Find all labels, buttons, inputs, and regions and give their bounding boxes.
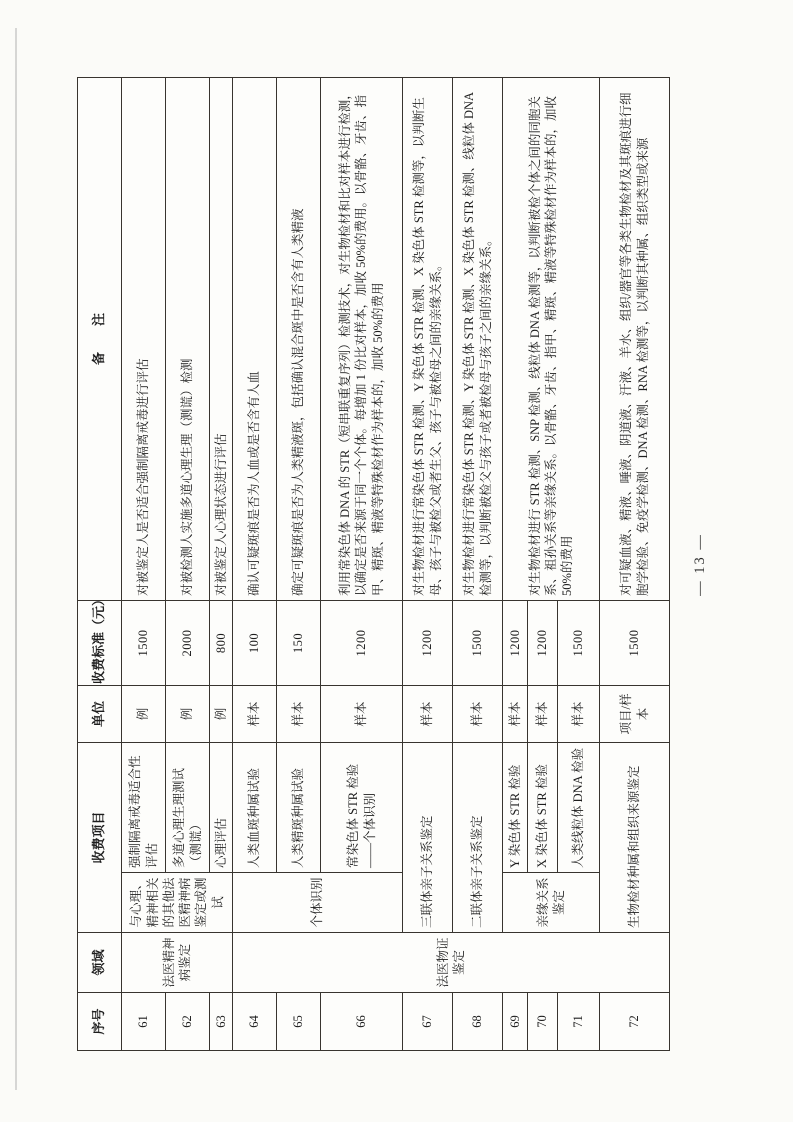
group-cell: 个体识别 (233, 873, 403, 933)
serial-cell: 61 (122, 993, 166, 1051)
unit-cell: 例 (210, 685, 233, 742)
note-cell: 对被鉴定人心理状态进行评估 (210, 77, 233, 600)
item-cell: 生物检材种属和组织来源鉴定 (600, 742, 670, 932)
table-row (453, 77, 503, 1050)
fee-table (77, 77, 670, 1051)
item-cell: X 染色体 STR 检验 (528, 742, 558, 872)
fee-cell: 100 (233, 600, 277, 685)
item-cell: 心理评估 (210, 742, 233, 872)
fee-cell: 1500 (122, 600, 166, 685)
table-row (403, 77, 453, 1050)
group-cell: 与心理、精神相关的其他法医精神病鉴定或测试 (122, 873, 233, 933)
serial-cell: 71 (558, 993, 600, 1051)
note-cell: 对生物检材进行常染色体 STR 检测、Y 染色体 STR 检测、X 染色体 STR 检测等，以判断生母、孩子与被检父或者生父、孩子与被检母之间的亲缘关系。 (403, 77, 453, 600)
header-no: 序号 (78, 993, 122, 1051)
fee-cell: 1200 (528, 600, 558, 685)
header-domain: 领域 (78, 933, 122, 993)
fee-cell: 1200 (503, 600, 528, 685)
serial-cell: 68 (453, 993, 503, 1051)
unit-cell: 样本 (321, 685, 403, 742)
serial-cell: 67 (403, 993, 453, 1051)
fee-cell: 150 (277, 600, 321, 685)
serial-cell: 62 (166, 993, 210, 1051)
unit-cell: 样本 (277, 685, 321, 742)
unit-cell: 例 (122, 685, 166, 742)
unit-cell: 例 (166, 685, 210, 742)
table-row (233, 77, 277, 1050)
serial-cell: 69 (503, 993, 528, 1051)
page-number: — 13 — (692, 533, 708, 596)
fee-cell: 1500 (453, 600, 503, 685)
fee-cell: 1500 (558, 600, 600, 685)
fee-cell: 2000 (166, 600, 210, 685)
note-cell: 对生物检材进行常染色体 STR 检测、Y 染色体 STR 检测、X 染色体 STR 检测、线粒体 DNA 检测等，以判断被检父与孩子或者被检母与孩子之间的亲缘关系。 (453, 77, 503, 600)
item-cell: 人类精斑种属试验 (277, 742, 321, 872)
table-row (122, 77, 166, 1050)
group-cell: 亲缘关系鉴定 (503, 873, 600, 933)
note-cell: 对可疑血液、精液、唾液、阴道液、汗液、羊水、组织/器官等各类生物检材及其斑痕进行细胞学检验、免疫学检测、DNA 检测、RNA 检测等，以判断其种属、组织类型或来源 (600, 77, 670, 600)
item-cell: 多道心理生理测试（测谎） (166, 742, 210, 872)
item-cell: 人类线粒体 DNA 检验 (558, 742, 600, 872)
unit-cell: 样本 (233, 685, 277, 742)
item-cell: 常染色体 STR 检验——个体识别 (321, 742, 403, 872)
header-note: 备 注 (78, 77, 122, 600)
serial-cell: 64 (233, 993, 277, 1051)
unit-cell: 项目/样本 (600, 685, 670, 742)
note-cell: 确认可疑斑痕是否为人血或是否含有人血 (233, 77, 277, 600)
item-cell: 三联体亲子关系鉴定 (403, 742, 453, 932)
domain-cell: 法医精神病鉴定 (122, 933, 233, 993)
note-cell: 对生物检材进行 STR 检测、SNP 检测、线粒体 DNA 检测等，以判断被检个体之间的同胞关系、祖孙关系等亲缘关系。以骨骼、牙齿、指甲、精斑、精液等特殊检材作为样本的，加收 50%的费用 (503, 77, 600, 600)
table-row (503, 77, 528, 1050)
rotated-table-sheet (77, 78, 709, 1051)
note-cell: 对被检测人实施多道心理生理（测谎）检测 (166, 77, 210, 600)
serial-cell: 65 (277, 993, 321, 1051)
fee-cell: 800 (210, 600, 233, 685)
item-cell: 二联体亲子关系鉴定 (453, 742, 503, 932)
table-row (600, 77, 670, 1050)
header-fee: 收费标准（元） (78, 600, 122, 685)
serial-cell: 63 (210, 993, 233, 1051)
unit-cell: 样本 (528, 685, 558, 742)
note-cell: 确定可疑斑痕是否为人类精液斑，包括确认混合斑中是否含有人类精液 (277, 77, 321, 600)
header-item: 收费项目 (78, 742, 122, 932)
note-cell: 对被鉴定人是否适合强制隔离戒毒进行评估 (122, 77, 166, 600)
serial-cell: 70 (528, 993, 558, 1051)
unit-cell: 样本 (453, 685, 503, 742)
note-cell: 利用常染色体 DNA 的 STR（短串联重复序列）检测技术，对生物检材和比对样本进行检测，以确定是否来源于同一个个体。每增加 1 份比对样本，加收 50%的费用。以骨骼、牙齿、指甲、精斑、精液等特殊检材作为样本的，加收 50%的费用 (321, 77, 403, 600)
unit-cell: 样本 (558, 685, 600, 742)
item-cell: 人类血斑种属试验 (233, 742, 277, 872)
fee-cell: 1200 (403, 600, 453, 685)
header-row (78, 77, 122, 1050)
serial-cell: 72 (600, 993, 670, 1051)
header-unit: 单位 (78, 685, 122, 742)
fee-cell: 1500 (600, 600, 670, 685)
unit-cell: 样本 (403, 685, 453, 742)
serial-cell: 66 (321, 993, 403, 1051)
item-cell: Y 染色体 STR 检验 (503, 742, 528, 872)
domain-cell: 法医物证鉴定 (233, 933, 670, 993)
unit-cell: 样本 (503, 685, 528, 742)
item-cell: 强制隔离戒毒适合性评估 (122, 742, 166, 872)
scan-edge-line (15, 28, 17, 1090)
fee-cell: 1200 (321, 600, 403, 685)
